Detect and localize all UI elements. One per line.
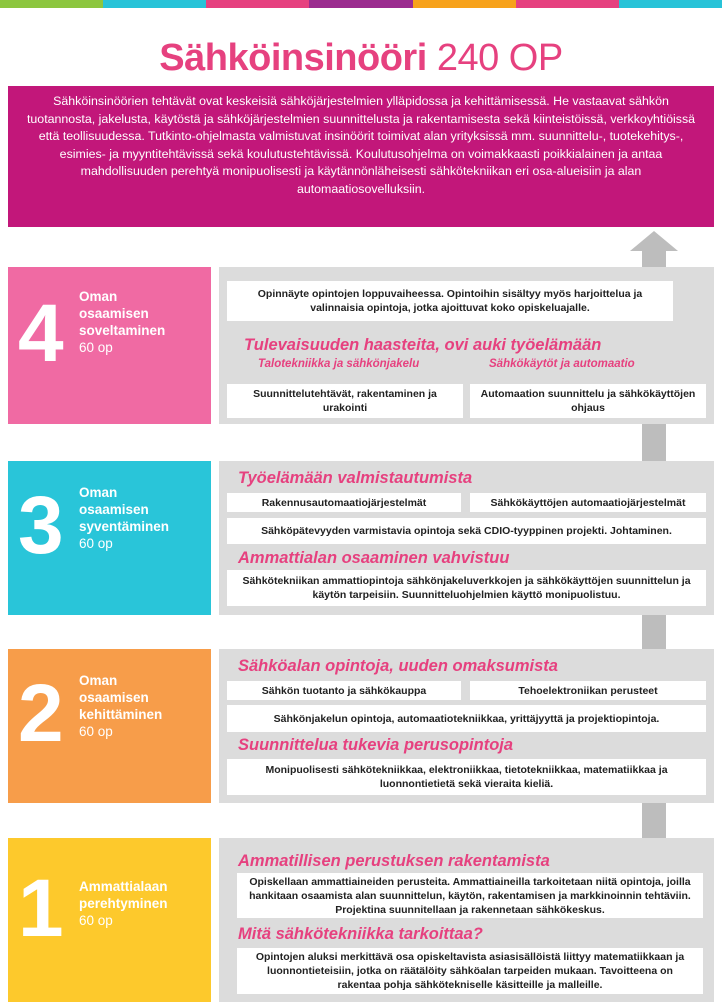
stage-1-heading-1: Ammatillisen perustuksen rakentamista xyxy=(238,852,550,870)
stripe-pink-2 xyxy=(516,0,619,8)
stage-1-heading-2: Mitä sähkötekniikka tarkoittaa? xyxy=(238,925,483,943)
stage-4 xyxy=(8,267,714,424)
stage-2-box-bottom: Monipuolisesti sähkötekniikkaa, elektroniikkaa, tietotekniikkaa, matematiikkaa ja luonnontietietä sekä vieraita kieliä. xyxy=(227,759,706,795)
stage-3-box-left: Rakennusautomaatiojärjestelmät xyxy=(227,493,461,512)
stage-1-number: 1 xyxy=(18,863,64,954)
stage-2-name xyxy=(79,672,207,740)
intro-text: Sähköinsinöörien tehtävät ovat keskeisiä sähköjärjestelmien ylläpidossa ja kehittämisessä. He vastaavat sähkön tuotannosta, jakelusta, käytöstä ja sähköjärjestelmien suunnittelusta ja rakentamisesta sekä kiinteistöissä, verkkoyhtiöissä että teollisuudessa. Tutkinto-ohjelmasta valmistuvat insinöörit toimivat alan yrityksissä mm. suunnittelu-, tuotekehitys-, esimies- ja myyntitehtävissä sekä koulutustehtävissä. Koulutusohjelma on voimakkaasti poikkialainen ja antaa mahdollisuuden perehtyä monipuolisesti ja käytännönläheisesti sähkötekniikan eri osa-alueisiin ja alan automaatiosovelluksiin. xyxy=(8,86,714,227)
stage-2-label xyxy=(8,649,211,803)
stage-1-content xyxy=(219,838,714,1002)
stage-2-heading-1: Sähköalan opintoja, uuden omaksumista xyxy=(238,657,558,675)
title-name: Sähköinsinööri xyxy=(159,37,427,79)
stage-3-name xyxy=(79,484,207,552)
stage-4-name-line-2: osaamisen xyxy=(79,306,149,321)
stage-3-heading-1: Työelämään valmistautumista xyxy=(238,469,473,487)
stage-1-box-bottom: Opintojen aluksi merkittävä osa opiskeltavista asiasisällöistä liittyy matematiikkaan ja luonnontieteisiin, jotka on räätälöity sähköalan tarpeiden mukaan. Tavoitteena on rakentaa pohja sähkötekniselle käsitteille ja malleille. xyxy=(237,948,703,994)
stage-1-name xyxy=(79,878,207,929)
stage-4-box-right: Automaation suunnittelu ja sähkökäyttöjen ohjaus xyxy=(470,384,706,418)
stage-1-label xyxy=(8,838,211,1002)
stage-2-heading-2: Suunnittelua tukevia perusopintoja xyxy=(238,736,514,754)
stage-4-credits: 60 op xyxy=(79,340,113,355)
stage-3-name-line-2: osaamisen xyxy=(79,502,149,517)
stage-3-heading-2: Ammattialan osaaminen vahvistuu xyxy=(238,549,510,567)
stage-4-box-left: Suunnittelutehtävät, rakentaminen ja urakointi xyxy=(227,384,463,418)
stage-4-heading: Tulevaisuuden haasteita, ovi auki työelämään xyxy=(244,336,602,354)
stage-2-name-line-3: kehittäminen xyxy=(79,707,163,722)
title-credits: 240 OP xyxy=(436,37,563,79)
stripe-cyan xyxy=(103,0,206,8)
stage-1-name-line-2: perehtyminen xyxy=(79,896,168,911)
stage-2-credits: 60 op xyxy=(79,724,113,739)
stage-2-number: 2 xyxy=(18,668,64,759)
stage-4-label xyxy=(8,267,211,424)
stage-1 xyxy=(8,838,714,1002)
stage-3 xyxy=(8,461,714,615)
stage-2-name-line-2: osaamisen xyxy=(79,690,149,705)
stage-4-subhead-right: Sähkökäytöt ja automaatio xyxy=(489,358,635,370)
stage-3-box-wide: Sähköpätevyyden varmistavia opintoja sekä CDIO-tyyppinen projekti. Johtaminen. xyxy=(227,518,706,544)
stage-3-label xyxy=(8,461,211,615)
stripe-cyan-2 xyxy=(619,0,722,8)
stage-3-number: 3 xyxy=(18,480,64,571)
stage-4-name-line-3: soveltaminen xyxy=(79,323,166,338)
stripe-green xyxy=(0,0,103,8)
stage-2-name-line-1: Oman xyxy=(79,673,118,688)
stripe-orange xyxy=(413,0,516,8)
stage-4-subhead-left: Talotekniikka ja sähkönjakelu xyxy=(258,358,420,370)
up-arrow-icon xyxy=(630,231,678,251)
stage-3-credits: 60 op xyxy=(79,536,113,551)
stage-1-name-line-1: Ammattialaan xyxy=(79,879,168,894)
stage-4-number: 4 xyxy=(18,288,64,379)
stage-2-box-wide: Sähkönjakelun opintoja, automaatiotekniikkaa, yrittäjyyttä ja projektiopintoja. xyxy=(227,705,706,732)
stage-4-name xyxy=(79,288,207,356)
stage-2-box-left: Sähkön tuotanto ja sähkökauppa xyxy=(227,681,461,700)
stage-4-name-line-1: Oman xyxy=(79,289,118,304)
stage-2-content xyxy=(219,649,714,803)
stripe-purple xyxy=(309,0,412,8)
stage-3-box-right: Sähkökäyttöjen automaatiojärjestelmät xyxy=(470,493,706,512)
page-title xyxy=(0,36,722,80)
stage-3-box-bottom: Sähkötekniikan ammattiopintoja sähkönjakeluverkkojen ja sähkökäyttöjen suunnittelun ja käytön tarpeisiin. Suunnitteluohjelmien käyttö monipuolistuu. xyxy=(227,570,706,606)
stage-1-credits: 60 op xyxy=(79,913,113,928)
stage-1-box-top: Opiskellaan ammattiaineiden perusteita. Ammattiaineilla tarkoitetaan niitä opintoja, joilla hankitaan osaamista alan suunnittelun, käytön, rakentamisen ja markkinoinnin tehtäviin. Projektina suunnitellaan ja rakennetaan sähkökeskus. xyxy=(237,873,703,918)
stage-2-box-right: Tehoelektroniikan perusteet xyxy=(470,681,706,700)
stage-3-content xyxy=(219,461,714,615)
stage-4-thesis-box: Opinnäyte opintojen loppuvaiheessa. Opintoihin sisältyy myös harjoittelua ja valinnaisia opintoja, jotka ajoittuvat koko opiskeluajalle. xyxy=(227,281,673,321)
stage-2 xyxy=(8,649,714,803)
stage-4-content xyxy=(219,267,714,424)
stripe-pink xyxy=(206,0,309,8)
stage-3-name-line-1: Oman xyxy=(79,485,118,500)
stage-3-name-line-3: syventäminen xyxy=(79,519,170,534)
top-color-stripe xyxy=(0,0,722,8)
